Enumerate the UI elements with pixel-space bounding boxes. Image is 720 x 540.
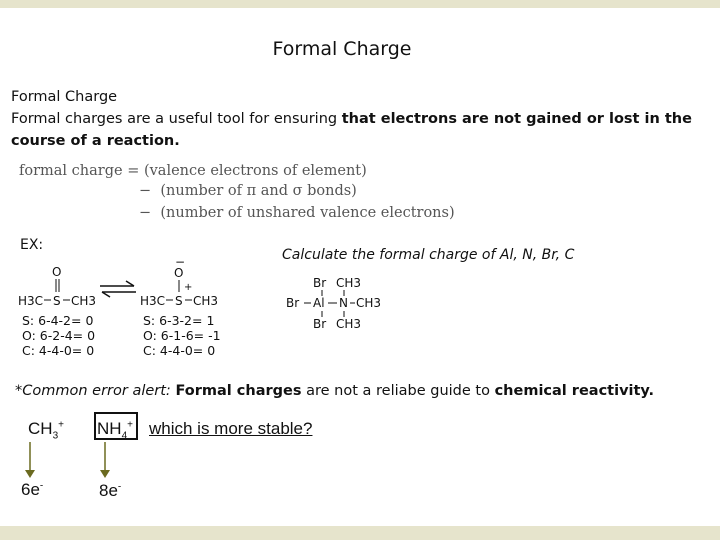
nh4-cation [97, 419, 133, 441]
alert-text [171, 383, 654, 399]
left-molecule [16, 262, 106, 312]
stability-question: which is more stable? [149, 419, 313, 438]
right-calculations [143, 313, 221, 358]
formula-line-1 [19, 163, 367, 179]
alert-plain: are not a reliabe guide to [301, 383, 495, 399]
formula-term-1: (valence electrons of element) [143, 163, 367, 179]
al-br-left: Br [286, 296, 300, 310]
intro-text: Formal charges are a useful tool for ensuring that electrons are not gained or lost in the course of a reaction. [11, 111, 692, 149]
left-calculations [22, 313, 95, 358]
al-br-top: Br [313, 276, 327, 290]
n-center: N [339, 296, 348, 310]
ch3-electrons [21, 480, 43, 500]
calc-prompt: Calculate the formal charge of Al, N, Br, C [282, 247, 575, 263]
n-ch3-bottom: CH3 [336, 317, 362, 331]
bottom-band [0, 526, 720, 540]
alert-lead: *Common error alert: [15, 383, 171, 399]
left-calc-o: O: 6-2-4= 0 [22, 328, 96, 343]
ch3-arrowhead-icon [25, 470, 35, 478]
right-calc-s: S: 6-3-2= 1 [143, 313, 215, 328]
arrows [22, 442, 118, 480]
right-calc-c: C: 4-4-0= 0 [143, 343, 216, 358]
al-center: Al [313, 296, 325, 310]
nh4-electrons [99, 481, 121, 501]
ch3-electron-count: 6e [21, 480, 40, 499]
n-ch3-right: CH3 [356, 296, 382, 310]
formula-lhs: formal charge [19, 163, 123, 179]
ch3-formula: $CH_3$ [28, 419, 59, 442]
intro-heading: Formal Charge [11, 89, 118, 105]
ch3-cation [28, 419, 64, 441]
alert-emphasis: chemical reactivity. [494, 383, 655, 399]
formula-line-2 [139, 183, 357, 199]
nh4-formula: $NH_4$ [97, 419, 128, 442]
formula-minus-2: − [139, 205, 152, 221]
right-center-atom: S [175, 294, 183, 308]
right-right-group: CH3 [193, 294, 219, 308]
ch3-charge: + [58, 419, 64, 431]
ch3-electron-sup: - [39, 480, 44, 492]
al-br-bottom: Br [313, 317, 327, 331]
nh4-arrowhead-icon [100, 470, 110, 478]
right-left-group: H3C [140, 294, 166, 308]
error-alert [15, 383, 654, 399]
formula-term-3: (number of unshared valence electrons) [160, 205, 455, 221]
left-calc-s: S: 6-4-2= 0 [22, 313, 94, 328]
right-calc-o: O: 6-1-6= -1 [143, 328, 221, 343]
left-right-group: CH3 [71, 294, 97, 308]
right-molecule [138, 256, 228, 312]
nh4-electron-count: 8e [99, 481, 118, 500]
left-top-atom: O [52, 265, 62, 279]
intro-emphasis: that electrons are not gained or lost in the course of a reaction. [11, 111, 692, 149]
al-structure [284, 272, 384, 334]
page-title: Formal Charge [272, 38, 412, 60]
formula-term-2: (number of π and σ bonds) [160, 183, 357, 199]
formula-minus-1: − [139, 183, 152, 199]
left-calc-c: C: 4-4-0= 0 [22, 343, 95, 358]
top-band [0, 0, 720, 8]
formula-line-3 [139, 205, 455, 221]
right-top-charge: − [175, 256, 186, 269]
left-left-group: H3C [18, 294, 44, 308]
left-center-atom: S [53, 294, 61, 308]
formula-eq: = [127, 163, 140, 179]
alert-emphasis: Formal charges [175, 383, 302, 399]
al-ch3-top: CH3 [336, 276, 362, 290]
example-label: EX: [20, 237, 44, 253]
equilibrium-arrows-icon [96, 280, 140, 298]
right-top-atom: O [174, 266, 184, 280]
nh4-electron-sup: - [117, 481, 122, 493]
right-center-charge: + [184, 282, 193, 293]
nh4-charge: + [127, 419, 133, 431]
